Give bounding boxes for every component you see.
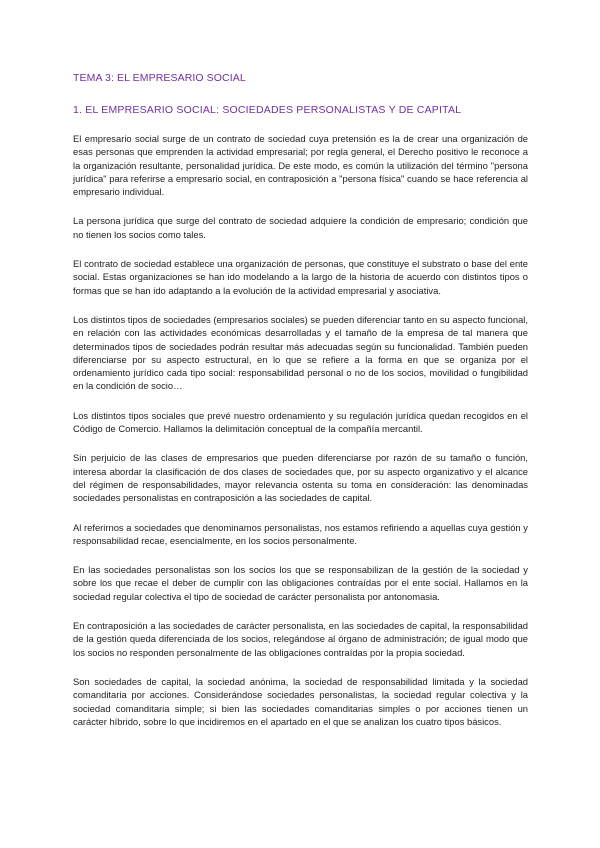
document-body [73, 132, 528, 728]
paragraph: En las sociedades personalistas son los socios los que se responsabilizan de la gestión de la sociedad y sobre los que recae el deber de cumplir con las obligaciones contraídas por el ente social. Hallamos en la sociedad regular colectiva el tipo de sociedad de carácter personalista por antonomasia. [73, 564, 528, 602]
paragraph: Los distintos tipos sociales que prevé nuestro ordenamiento y su regulación jurídica quedan recogidos en el Código de Comercio. Hallamos la delimitación conceptual de la compañía mercantil. [73, 409, 528, 435]
paragraph: Son sociedades de capital, la sociedad anónima, la sociedad de responsabilidad limitada y la sociedad comanditaria por acciones. Considerándose sociedades personalistas, la sociedad regular colectiva y la sociedad comanditaria simple; si bien las sociedades comanditarias simples o por acciones tienen un carácter híbrido, sobre lo que incidiremos en el apartado en el que se analizan los cuatro tipos básicos. [73, 675, 528, 727]
paragraph: El empresario social surge de un contrato de sociedad cuya pretensión es la de crear una organización de esas personas que emprenden la actividad empresarial; por regla general, el Derecho positivo le reconoce a la organización resultante, personalidad jurídica. De este modo, es común la utilización del término "persona jurídica" para referirse a empresario social, en contraposición a "persona física" cuando se hace referencia al empresario individual. [73, 133, 528, 198]
paragraph: Al referirnos a sociedades que denominamos personalistas, nos estamos refiriendo a aquellas cuya gestión y responsabilidad recae, esencialmente, en los socios personalmente. [73, 521, 528, 546]
paragraph: El contrato de sociedad establece una organización de personas, que constituye el substrato o base del ente social. Estas organizaciones se han ido modelando a la largo de la historia de acuerdo con distintos tipos o formas que se han ido adaptando a la evolución de la actividad empresarial y asociativa. [73, 258, 528, 296]
section-heading: 1. EL EMPRESARIO SOCIAL: SOCIEDADES PERSONALISTAS Y DE CAPITAL [73, 104, 462, 116]
paragraph: Los distintos tipos de sociedades (empresarios sociales) se pueden diferenciar tanto en su aspecto funcional, en relación con las actividades económicas desarrolladas y el tamaño de la empresa de tal manera que determinados tipos de sociedades podrán resultar más adecuadas según su funcionalidad. También pueden diferenciarse por su aspecto estructural, en lo que se refiere a la forma en que se organiza por el ordenamiento jurídico cada tipo social: responsabilidad personal o no de los socios, movilidad o fungibilidad en la condición de socio… [73, 313, 528, 392]
paragraph: La persona jurídica que surge del contrato de sociedad adquiere la condición de empresario; condición que no tienen los socios como tales. [73, 215, 528, 240]
paragraph: Sin perjuicio de las clases de empresarios que pueden diferenciarse por razón de su tamaño o función, interesa abordar la clasificación de dos clases de sociedades que, por su aspecto organizativo y el alcance del régimen de responsabilidades, mayor relevancia ostenta su toma en consideración: las denominadas sociedades personalistas en contraposición a las sociedades de capital. [73, 452, 528, 504]
paragraph: En contraposición a las sociedades de carácter personalista, en las sociedades de capital, la responsabilidad de la gestión queda diferenciada de los socios, relegándose al órgano de administración; de igual modo que los socios no responden personalmente de las obligaciones contraídas por la propia sociedad. [73, 620, 528, 658]
document-title: TEMA 3: EL EMPRESARIO SOCIAL [73, 72, 246, 84]
